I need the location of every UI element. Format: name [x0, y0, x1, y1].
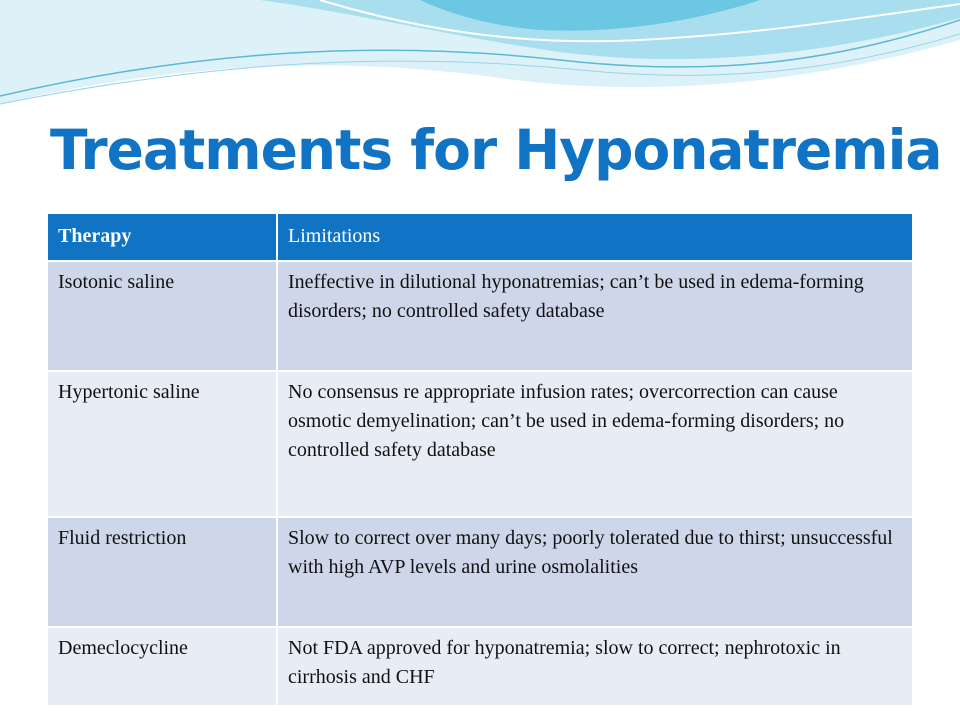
- table-row: [48, 371, 912, 517]
- table-row: [48, 627, 912, 705]
- limitations-cell: Not FDA approved for hyponatremia; slow to correct; nephrotoxic in cirrhosis and CHF: [288, 637, 841, 688]
- slide-title: Treatments for Hyponatremia: [50, 118, 942, 182]
- header-therapy: Therapy: [48, 214, 277, 261]
- limitations-cell: Slow to correct over many days; poorly tolerated due to thirst; unsuccessful with high AVP levels and urine osmolalities: [288, 527, 893, 578]
- therapy-cell: Demeclocycline: [48, 627, 277, 705]
- table-header-row: [48, 214, 912, 261]
- limitations-cell: No consensus re appropriate infusion rates; overcorrection can cause osmotic demyelination; can’t be used in edema-forming disorders; no controlled safety database: [288, 381, 845, 461]
- therapy-cell: Hypertonic saline: [48, 371, 277, 517]
- therapy-cell: Isotonic saline: [48, 261, 277, 371]
- decorative-wave-banner: [0, 0, 960, 110]
- therapy-cell: Fluid restriction: [48, 517, 277, 627]
- treatments-table: [48, 214, 912, 705]
- table-row: [48, 517, 912, 627]
- limitations-cell: Ineffective in dilutional hyponatremias; can’t be used in edema-forming disorders; no controlled safety database: [288, 271, 864, 322]
- table-row: [48, 261, 912, 371]
- header-limitations: Limitations: [288, 225, 381, 247]
